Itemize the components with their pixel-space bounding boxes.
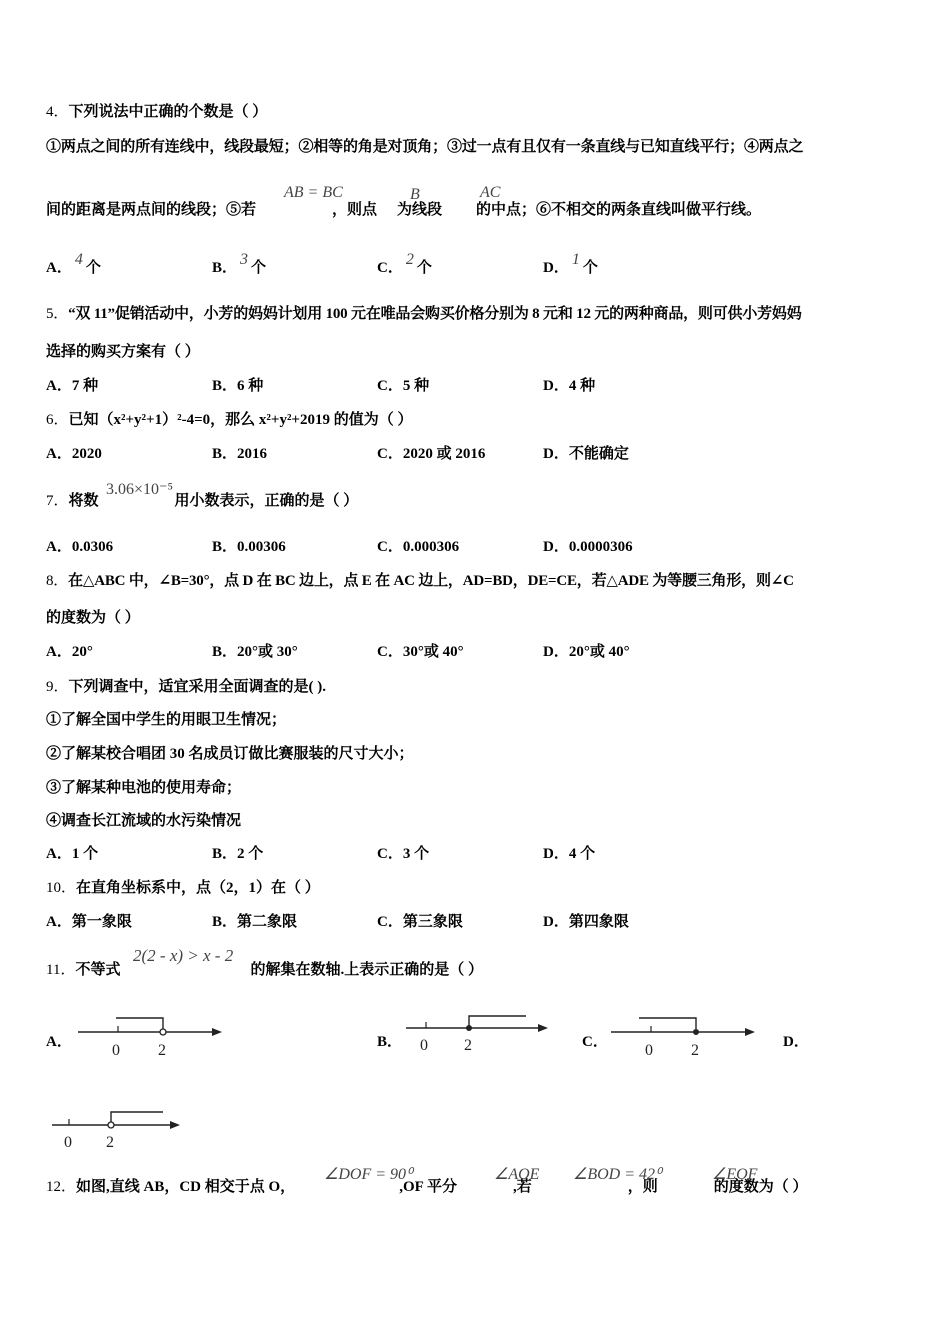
q4-line3-b: ，则点: [332, 202, 378, 218]
tick-label-2: 2: [691, 1042, 699, 1059]
q9-item-1: ①了解全国中学生的用眼卫生情况；: [46, 712, 287, 728]
q4-option-a-unit: 个: [85, 260, 101, 276]
tick-label-2: 2: [464, 1037, 472, 1054]
q5-option-c[interactable]: C．5 种: [377, 378, 430, 394]
q12-math-dof: ∠DOF = 90⁰: [324, 1166, 413, 1183]
q7-option-c[interactable]: C．0.000306: [377, 539, 460, 555]
q6-stem: 已知（x²+y²+1）²-4=0，那么 x²+y²+2019 的值为（ ）: [68, 412, 413, 428]
q5-number: 5．: [46, 306, 69, 322]
q4-option-a-letter: A．: [46, 260, 72, 276]
q5-option-b[interactable]: B．6 种: [212, 378, 264, 394]
q6-option-c[interactable]: C．2020 或 2016: [377, 446, 486, 462]
q6-option-d[interactable]: D．不能确定: [543, 446, 629, 462]
q8-option-c[interactable]: C．30°或 40°: [377, 644, 464, 660]
tick-label-0: 0: [420, 1037, 428, 1054]
q4-option-d-unit: 个: [582, 260, 598, 276]
q12-math-aoe: ∠AOE: [494, 1166, 540, 1183]
q11-number: 11．: [46, 962, 76, 978]
q12-math-bod: ∠BOD = 42⁰: [573, 1166, 662, 1183]
tick-label-0: 0: [112, 1042, 120, 1059]
q8-option-d[interactable]: D．20°或 40°: [543, 644, 630, 660]
q8-stem-line2: 的度数为（ ）: [46, 610, 140, 626]
tick-label-2: 2: [106, 1134, 114, 1151]
q8-number: 8．: [46, 573, 69, 589]
q4-option-b[interactable]: [212, 251, 267, 278]
q9-option-c[interactable]: C．3 个: [377, 846, 430, 862]
axis-arrow: [212, 1028, 222, 1036]
q6-option-b[interactable]: B．2016: [212, 446, 268, 462]
q7-stem-b: 用小数表示，正确的是（ ）: [174, 493, 359, 509]
q9-item-2: ②了解某校合唱团 30 名成员订做比赛服装的尺寸大小；: [46, 746, 414, 762]
solution-bracket: [116, 1018, 163, 1029]
q11-option-d-number-line[interactable]: [50, 1105, 200, 1155]
q4-line3-a: 间的距离是两点间的线段；⑤若: [46, 202, 257, 218]
q10-option-a[interactable]: A．第一象限: [46, 914, 132, 930]
q4-option-b-unit: 个: [251, 260, 267, 276]
q4-math-ab-bc: AB = BC: [284, 184, 343, 201]
axis-arrow: [170, 1121, 180, 1129]
q5-stem-line2: 选择的购买方案有（ ）: [46, 344, 200, 360]
axis-arrow: [538, 1024, 548, 1032]
q4-option-c[interactable]: [377, 251, 432, 278]
q9-option-d[interactable]: D．4 个: [543, 846, 596, 862]
q11-stem-b: 的解集在数轴.上表示正确的是（ ）: [250, 962, 483, 978]
q4-option-a[interactable]: [46, 251, 101, 278]
q12-stem-e: 的度数为（ ）: [713, 1179, 808, 1195]
q4-option-a-num: 4: [74, 251, 83, 268]
q9-number: 9．: [46, 679, 69, 695]
q11-option-d-label[interactable]: D．: [783, 1034, 809, 1050]
q12-math-eof: ∠EOF: [712, 1166, 758, 1183]
q4-option-d-letter: D．: [543, 260, 569, 276]
q4-statements-line2: [46, 200, 761, 220]
q9-stem: 下列调查中，适宜采用全面调查的是( ).: [68, 679, 327, 695]
q10-option-c[interactable]: C．第三象限: [377, 914, 463, 930]
q10-option-b[interactable]: B．第二象限: [212, 914, 298, 930]
q4-math-ac: AC: [480, 184, 501, 201]
q11-option-a-label[interactable]: A．: [46, 1034, 72, 1050]
q9-item-3: ③了解某种电池的使用寿命；: [46, 780, 242, 796]
q7-number: 7．: [46, 493, 69, 509]
q4-option-c-letter: C．: [377, 260, 403, 276]
q7-option-b[interactable]: B．0.00306: [212, 539, 286, 555]
q12-stem-line: [46, 1177, 808, 1197]
q4-option-c-num: 2: [405, 251, 414, 268]
q10-stem: 在直角坐标系中，点（2，1）在（ ）: [76, 880, 320, 896]
q4-stem: 下列说法中正确的个数是（ ）: [68, 104, 268, 120]
q11-option-a-number-line[interactable]: [76, 1012, 226, 1062]
q10-option-d[interactable]: D．第四象限: [543, 914, 629, 930]
q11-option-b-number-line[interactable]: [404, 1008, 554, 1058]
q5-stem-line1: [46, 304, 802, 324]
closed-point-2: [693, 1029, 699, 1035]
q6-stem-line: [46, 410, 412, 430]
q9-stem-line: [46, 677, 326, 697]
q7-option-a[interactable]: A．0.0306: [46, 539, 114, 555]
q4-option-d-num: 1: [571, 251, 580, 268]
q10-stem-line: [46, 878, 320, 898]
q8-line1: 在△ABC 中，∠B=30°，点 D 在 BC 边上，点 E 在 AC 边上，AD=BD，DE=CE，若△ADE 为等腰三角形，则∠C: [68, 573, 794, 589]
q5-line1: “双 11”促销活动中，小芳的妈妈计划用 100 元在唯品会购买价格分别为 8 元和 12 元的两种商品，则可供小芳妈妈: [68, 306, 802, 322]
q4-option-b-letter: B．: [212, 260, 238, 276]
q12-number: 12．: [46, 1179, 77, 1195]
q12-stem-b: ,OF 平分: [399, 1179, 457, 1195]
q4-option-d[interactable]: [543, 251, 598, 278]
closed-point-2: [466, 1025, 472, 1031]
q8-option-b[interactable]: B．20°或 30°: [212, 644, 298, 660]
q11-option-c-number-line[interactable]: [609, 1012, 759, 1062]
q12-stem-a: 如图,直线 AB，CD 相交于点 O，: [76, 1179, 296, 1195]
q11-option-b-label[interactable]: B．: [377, 1034, 403, 1050]
q7-math: 3.06×10⁻⁵: [106, 481, 174, 498]
q5-option-a[interactable]: A．7 种: [46, 378, 99, 394]
q9-item-4: ④调查长江流域的水污染情况: [46, 813, 242, 829]
open-point-2: [108, 1122, 114, 1128]
q12-stem-c: ,若: [512, 1179, 532, 1195]
q12-stem-d: ，则: [627, 1179, 658, 1195]
q4-math-b: B: [410, 186, 420, 203]
q5-option-d[interactable]: D．4 种: [543, 378, 596, 394]
q11-stem-line: [46, 960, 483, 980]
solution-bracket: [469, 1016, 526, 1028]
q4-stem-line: [46, 102, 267, 122]
solution-bracket: [111, 1112, 163, 1122]
q11-option-c-label[interactable]: C．: [582, 1034, 608, 1050]
q4-statements-line1: ①两点之间的所有连线中，线段最短；②相等的角是对顶角；③过一点有且仅有一条直线与已知直线平行；④两点之: [46, 139, 804, 155]
q4-line3-c: 为线段: [397, 202, 443, 218]
q4-option-b-num: 3: [240, 251, 249, 268]
q7-stem-a: 将数: [68, 493, 99, 509]
axis-arrow: [745, 1028, 755, 1036]
q4-option-c-unit: 个: [416, 260, 432, 276]
tick-label-0: 0: [64, 1134, 72, 1151]
q6-option-a[interactable]: A．2020: [46, 446, 102, 462]
q11-stem-a: 不等式: [75, 962, 121, 978]
q10-number: 10．: [46, 880, 77, 896]
q11-math: 2(2 - x) > x - 2: [133, 946, 234, 965]
q7-stem-line: [46, 491, 358, 511]
q9-option-b[interactable]: B．2 个: [212, 846, 264, 862]
q7-option-d[interactable]: D．0.0000306: [543, 539, 633, 555]
q4-number: 4．: [46, 104, 69, 120]
q8-stem-line1: [46, 571, 794, 591]
solution-bracket: [639, 1018, 696, 1029]
tick-label-2: 2: [158, 1042, 166, 1059]
q4-line3-d: 的中点；⑥不相交的两条直线叫做平行线。: [476, 202, 762, 218]
open-point-2: [160, 1029, 166, 1035]
tick-label-0: 0: [645, 1042, 653, 1059]
q6-number: 6．: [46, 412, 69, 428]
q9-option-a[interactable]: A．1 个: [46, 846, 99, 862]
q8-option-a[interactable]: A．20°: [46, 644, 93, 660]
